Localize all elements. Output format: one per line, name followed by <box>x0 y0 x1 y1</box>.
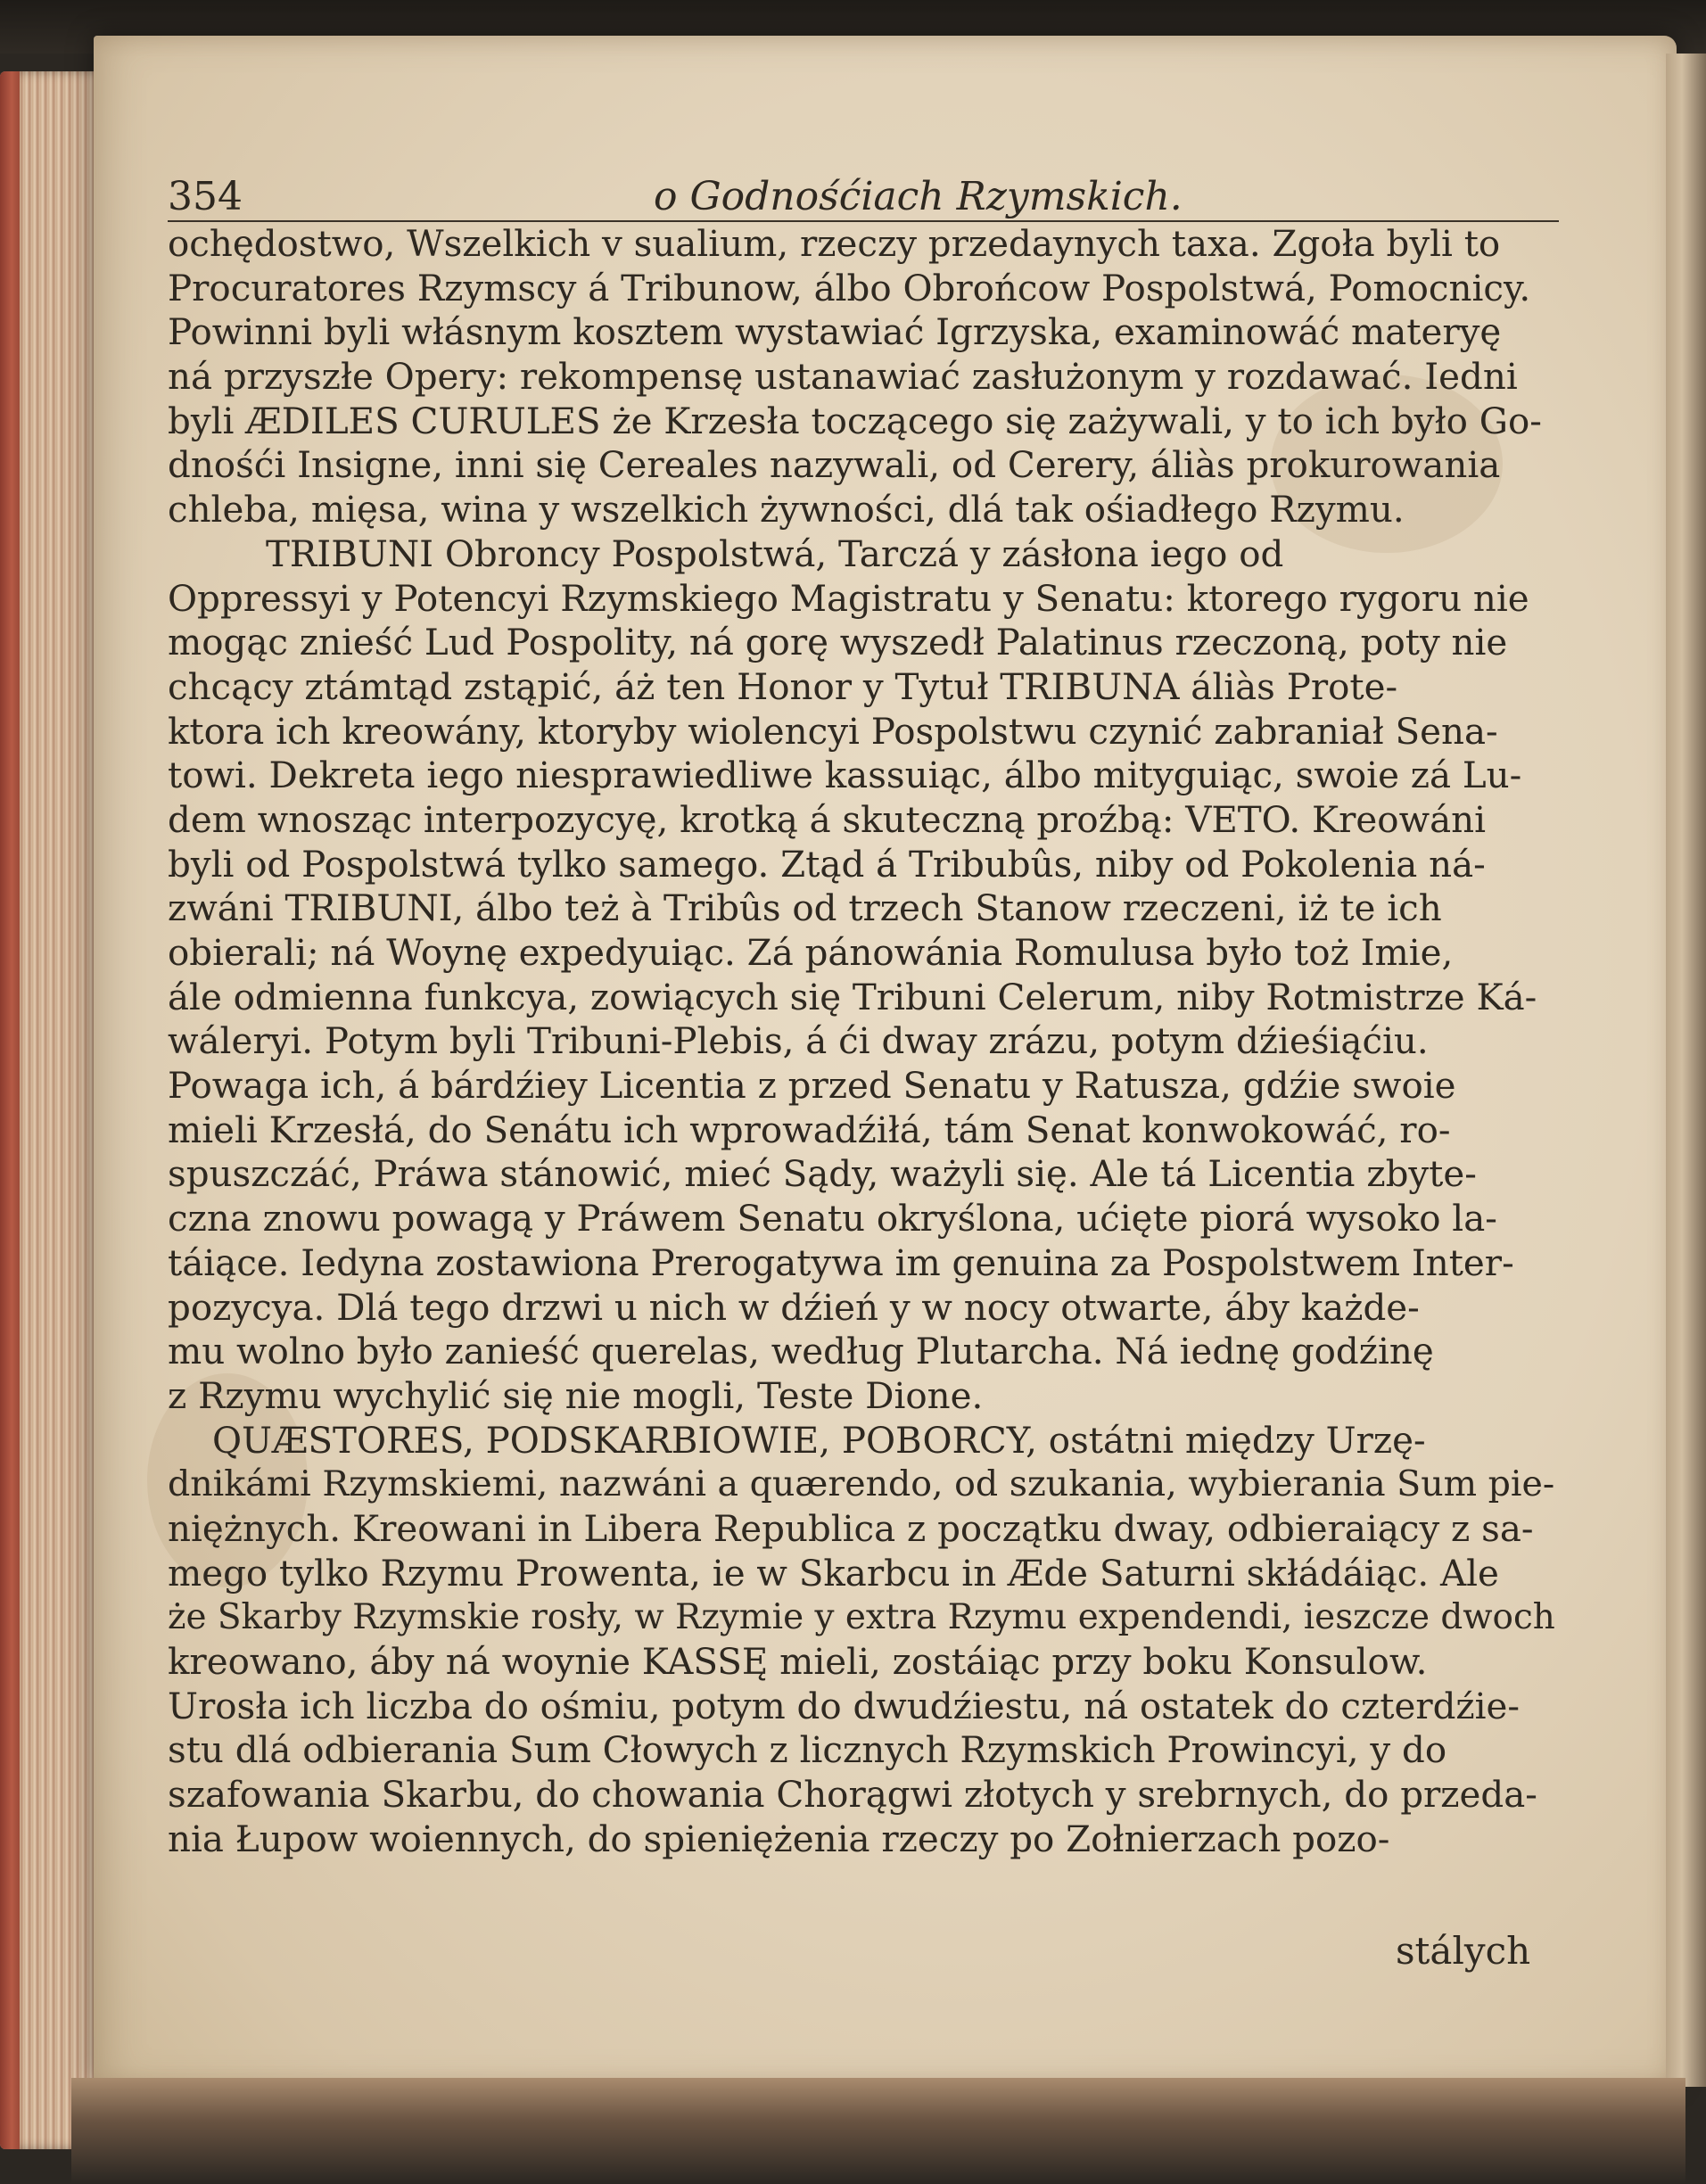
text-line: mego tylko Rzymu Prowenta, ie w Skarbcu in Æde Saturni skłádáiąc. Ale <box>168 1552 1499 1595</box>
text-line: Powaga ich, á bárdźiey Licentia z przed Senatu y Ratusza, gdźie swoie <box>168 1065 1456 1108</box>
text-line: ále odmienna funkcya, zowiących się Tribuni Celerum, niby Rotmistrze Ká- <box>168 976 1537 1018</box>
text-line: szafowania Skarbu, do chowania Chorągwi złotych y srebrnych, do przeda- <box>168 1774 1537 1817</box>
text-line: dem wnosząc interpozycyę, krotką á skuteczną proźbą: VETO. Kreowáni <box>168 798 1487 841</box>
text-line: nia Łupow woiennych, do spieniężenia rzeczy po Zołnierzach pozo- <box>168 1817 1390 1860</box>
catchword: stálych <box>1396 1929 1531 1973</box>
text-line: QUÆSTORES, PODSKARBIOWIE, POBORCY, ostátni między Urzę- <box>212 1419 1426 1462</box>
text-line: ktora ich kreowány, ktoryby wiolencyi Pospolstwu czynić zabraniał Sena- <box>168 710 1498 753</box>
text-line: zwáni TRIBUNI, álbo też à Tribûs od trzech Stanow rzeczeni, iż te ich <box>168 887 1442 930</box>
text-line: Oppressyi y Potencyi Rzymskiego Magistratu y Senatu: ktorego rygoru nie <box>168 577 1529 620</box>
text-line: towi. Dekreta iego niesprawiedliwe kassuiąc, álbo mityguiąc, swoie zá Lu- <box>168 754 1522 797</box>
text-line: mu wolno było zanieść querelas, według Plutarcha. Ná iednę godźinę <box>168 1331 1434 1373</box>
text-line: táiące. Iedyna zostawiona Prerogatywa im genuina za Pospolstwem Inter- <box>168 1241 1514 1284</box>
page-number: 354 <box>168 174 243 219</box>
text-line: wáleryi. Potym byli Tribuni-Plebis, á ći dway zrázu, potym dźieśiąćiu. <box>168 1020 1429 1063</box>
text-line: mieli Krzesłá, do Senátu ich wprowadźiłá, tám Senat konwokowáć, ro- <box>168 1108 1451 1151</box>
text-line: Urosła ich liczba do ośmiu, potym do dwudźiestu, ná ostatek do czterdźie- <box>168 1685 1521 1727</box>
text-line: chcący ztámtąd zstąpić, áż ten Honor y Tytuł TRIBUNA áliàs Prote- <box>168 665 1398 708</box>
page-content <box>168 174 1608 1861</box>
text-line: pozycya. Dlá tego drzwi u nich w dźień y w nocy otwarte, áby każde- <box>168 1286 1420 1329</box>
text-line: dnikámi Rzymskiemi, nazwáni a quærendo, od szukania, wybierania Sum pie- <box>168 1463 1555 1505</box>
text-line: ná przyszłe Opery: rekompensę ustanawiać zasłużonym y rozdawać. Iedni <box>168 356 1518 399</box>
page-bottom-edge <box>71 2078 1685 2184</box>
text-line: dnośći Insigne, inni się Cereales nazywali, od Cerery, áliàs prokurowania <box>168 444 1501 487</box>
running-head: o Godnośćiach Rzymskich. <box>654 174 1183 219</box>
body-text <box>168 222 1608 1861</box>
text-line: czna znowu powagą y Práwem Senatu okryślona, ućięte piorá wysoko la- <box>168 1198 1497 1240</box>
book-page-edges <box>0 71 107 2149</box>
page-header <box>168 174 1559 222</box>
text-line: stu dlá odbierania Sum Cłowych z licznych Rzymskich Prowincyi, y do <box>168 1729 1447 1772</box>
text-line: spuszczáć, Práwa stánowić, mieć Sądy, ważyli się. Ale tá Licentia zbyte- <box>168 1153 1477 1196</box>
text-line: ochędostwo, Wszelkich v sualium, rzeczy przedaynych taxa. Zgoła byli to <box>168 223 1501 265</box>
text-line: chleba, mięsa, wina y wszelkich żywności, dlá tak ośiadłego Rzymu. <box>168 489 1405 532</box>
text-line: kreowano, áby ná woynie KASSĘ mieli, zostáiąc przy boku Konsulow. <box>168 1641 1428 1683</box>
text-line: Powinni byli włásnym kosztem wystawiać Igrzyska, examinowáć materyę <box>168 311 1502 354</box>
text-line: byli ÆDILES CURULES że Krzesła toczącego się zażywali, y to ich było Go- <box>168 400 1542 442</box>
text-line: z Rzymu wychylić się nie mogli, Teste Dione. <box>168 1374 984 1417</box>
text-line: TRIBUNI Obroncy Pospolstwá, Tarczá y zásłona iego od <box>266 532 1284 575</box>
text-line: niężnych. Kreowani in Libera Republica z początku dway, odbieraiący z sa- <box>168 1507 1534 1550</box>
page-right-edge <box>1666 54 1706 2087</box>
text-line: byli od Pospolstwá tylko samego. Ztąd á Tribubûs, niby od Pokolenia ná- <box>168 843 1486 886</box>
text-line: Procuratores Rzymscy á Tribunow, álbo Obrońcow Pospolstwá, Pomocnicy. <box>168 267 1531 309</box>
text-line: że Skarby Rzymskie rosły, w Rzymie y extra Rzymu expendendi, ieszcze dwoch <box>168 1597 1555 1638</box>
text-line: obierali; ná Woynę expedyuiąc. Zá pánowánia Romulusa było toż Imie, <box>168 932 1454 974</box>
text-line: mogąc znieść Lud Pospolity, ná gorę wyszedł Palatinus rzeczoną, poty nie <box>168 622 1508 664</box>
